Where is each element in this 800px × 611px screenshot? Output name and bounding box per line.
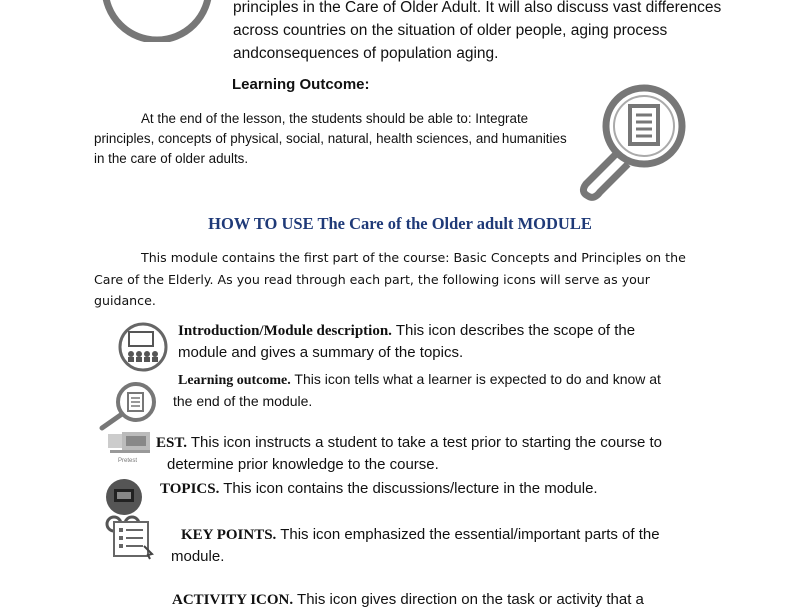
magnifier-document-icon — [572, 80, 692, 202]
legend-item-key-points — [171, 524, 660, 568]
legend-item-activity — [172, 589, 644, 611]
legend-description-line2: determine prior knowledge to the course. — [167, 456, 439, 473]
how-to-use-title: HOW TO USE The Care of the Older adult MODULE — [208, 214, 592, 233]
legend-term: EST. — [156, 435, 187, 451]
legend-description: This icon instructs a student to take a test prior to starting the course to — [187, 434, 662, 451]
intro-paragraph — [233, 0, 753, 65]
pretest-icon-caption: Pretest — [118, 458, 138, 464]
magnifier-icon — [92, 380, 164, 432]
learning-outcome-line: At the end of the lesson, the students should be able to: Integrate — [141, 111, 529, 126]
legend-item-pretest — [156, 432, 662, 476]
legend-item-introduction — [178, 320, 635, 364]
legend-description: This icon gives direction on the task or activity that a — [293, 591, 644, 608]
legend-description: This icon contains the discussions/lecture in the module. — [219, 480, 598, 497]
legend-description: This icon describes the scope of the — [391, 322, 636, 339]
learning-outcome-line: in the care of older adults. — [94, 151, 249, 166]
intro-line: across countries on the situation of older people, aging process — [233, 22, 668, 39]
presentation-icon — [115, 322, 171, 372]
intro-line: principles in the Care of Older Adult. It will also discuss vast differences — [233, 0, 722, 16]
legend-description: This icon tells what a learner is expected to do and know at — [290, 371, 661, 387]
legend-term: TOPICS. — [160, 481, 220, 497]
legend-item-topics — [160, 478, 598, 500]
learning-outcome-heading: Learning Outcome: — [232, 76, 370, 93]
learning-outcome-paragraph — [94, 109, 567, 169]
module-description-line: Care of the Elderly. As you read through each part, the following icons will serve as your — [94, 271, 650, 287]
legend-term: Learning outcome. — [178, 373, 291, 388]
intro-line: andconsequences of population aging. — [233, 45, 499, 62]
legend-description: This icon emphasized the essential/important parts of the — [276, 526, 660, 543]
legend-term: ACTIVITY ICON. — [172, 592, 294, 608]
module-description-paragraph — [94, 247, 706, 312]
checklist-icon — [112, 520, 158, 560]
legend-item-learning-outcome — [173, 369, 661, 411]
learning-outcome-line: principles, concepts of physical, social, natural, health sciences, and humanities — [94, 131, 567, 146]
legend-term: KEY POINTS. — [181, 527, 277, 543]
module-description-line: This module contains the first part of the course: Basic Concepts and Principles on the — [141, 250, 686, 265]
legend-description-line2: module and gives a summary of the topics. — [178, 344, 464, 361]
legend-description-line2: module. — [171, 548, 225, 565]
module-description-line: guidance. — [94, 293, 156, 308]
group-presentation-icon — [95, 0, 225, 42]
legend-description-line2: the end of the module. — [173, 393, 313, 409]
legend-term: Introduction/Module description. — [178, 323, 392, 339]
